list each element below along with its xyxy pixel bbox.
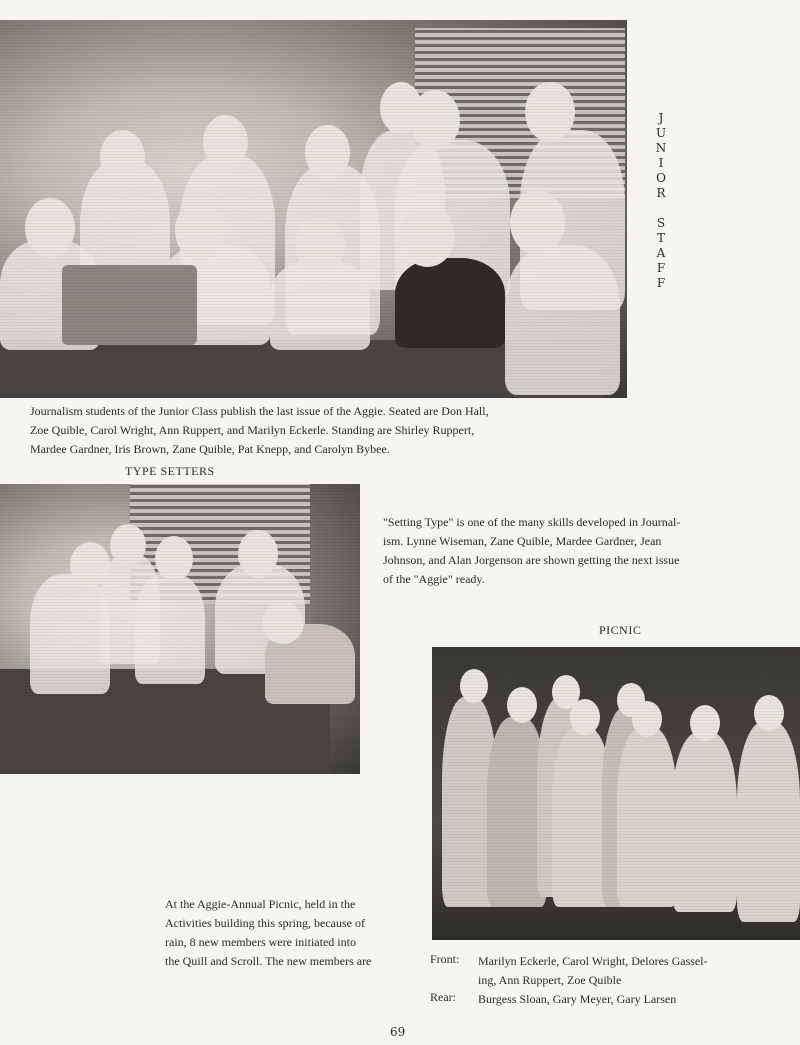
caption-line: Activities building this spring, because of xyxy=(165,916,365,930)
rear-label: Rear: xyxy=(430,990,456,1004)
vertical-letter: O xyxy=(656,171,666,185)
vertical-letter: U xyxy=(655,126,667,140)
vertical-letter: A xyxy=(656,246,666,260)
vertical-letter: R xyxy=(656,186,666,200)
front-label: Front: xyxy=(430,952,460,966)
vertical-letter: F xyxy=(656,276,666,290)
type-setters-photo xyxy=(0,484,360,774)
caption-line: Journalism students of the Junior Class publish the last issue of the Aggie. Seated are Don Hall, xyxy=(30,404,489,418)
page-number: 69 xyxy=(390,1025,406,1039)
caption-line: ism. Lynne Wiseman, Zane Quible, Mardee Gardner, Jean xyxy=(383,534,662,548)
front-names xyxy=(478,952,788,990)
rear-names: Burgess Sloan, Gary Meyer, Gary Larsen xyxy=(478,992,677,1006)
caption-line: "Setting Type" is one of the many skills developed in Journal- xyxy=(383,515,681,529)
vertical-letter: S xyxy=(656,216,666,230)
vertical-letter: F xyxy=(656,261,666,275)
caption-line: of the "Aggie" ready. xyxy=(383,572,485,586)
type-setters-heading: TYPE SETTERS xyxy=(125,464,215,478)
type-setters-caption xyxy=(383,513,783,589)
junior-staff-caption xyxy=(30,402,630,459)
caption-line: rain, 8 new members were initiated into xyxy=(165,935,356,949)
vertical-letter: J xyxy=(658,111,664,125)
caption-line: Johnson, and Alan Jorgenson are shown getting the next issue xyxy=(383,553,680,567)
caption-line: At the Aggie-Annual Picnic, held in the xyxy=(165,897,356,911)
caption-line: ing, Ann Ruppert, Zoe Quible xyxy=(478,973,622,987)
caption-line: Mardee Gardner, Iris Brown, Zane Quible, Pat Knepp, and Carolyn Bybee. xyxy=(30,442,390,456)
caption-line: the Quill and Scroll. The new members are xyxy=(165,954,372,968)
picnic-photo xyxy=(432,647,800,940)
caption-line: Marilyn Eckerle, Carol Wright, Delores Gassel- xyxy=(478,954,708,968)
vertical-letter: I xyxy=(658,156,664,170)
picnic-caption xyxy=(165,895,435,971)
vertical-letter: T xyxy=(656,231,665,245)
junior-staff-vertical-title xyxy=(652,112,670,292)
picnic-heading: PICNIC xyxy=(599,623,642,637)
junior-staff-photo xyxy=(0,20,627,398)
caption-line: Zoe Quible, Carol Wright, Ann Ruppert, and Marilyn Eckerle. Standing are Shirley Ruppert, xyxy=(30,423,475,437)
vertical-letter: N xyxy=(655,141,667,155)
vertical-letter xyxy=(652,202,670,217)
